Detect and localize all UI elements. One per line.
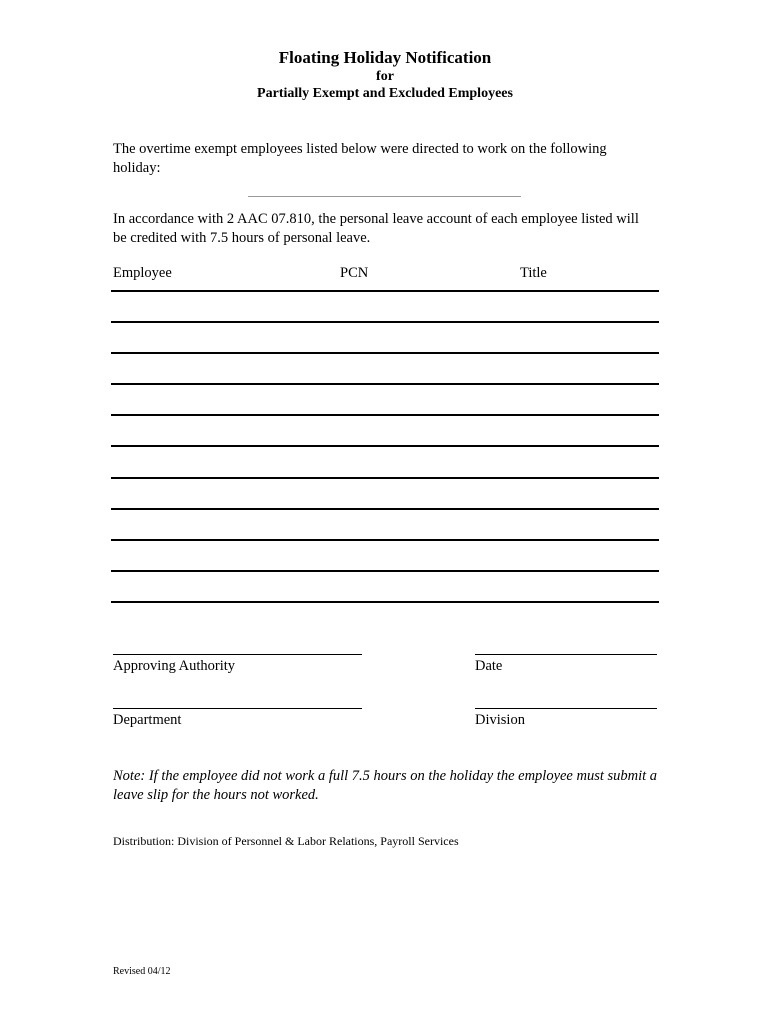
table-row[interactable] bbox=[111, 445, 659, 447]
table-row[interactable] bbox=[111, 321, 659, 323]
table-row[interactable] bbox=[111, 539, 659, 541]
department-label: Department bbox=[113, 712, 182, 728]
column-header-title: Title bbox=[520, 265, 547, 281]
note-paragraph: Note: If the employee did not work a full 7.5 hours on the holiday the employee must submit a leave slip for the hours not worked. bbox=[113, 768, 658, 803]
intro-paragraph: The overtime exempt employees listed below were directed to work on the following holiday: bbox=[113, 141, 607, 176]
table-row[interactable] bbox=[111, 290, 659, 292]
table-row[interactable] bbox=[111, 383, 659, 385]
table-row[interactable] bbox=[111, 352, 659, 354]
date-field[interactable] bbox=[475, 654, 657, 655]
table-row[interactable] bbox=[111, 477, 659, 479]
column-header-employee: Employee bbox=[113, 265, 172, 281]
column-header-pcn: PCN bbox=[340, 265, 369, 281]
form-subtitle-for: for bbox=[376, 69, 394, 84]
table-row[interactable] bbox=[111, 508, 659, 510]
approving-authority-field[interactable] bbox=[113, 654, 362, 655]
revised-date: Revised 04/12 bbox=[113, 966, 171, 977]
policy-paragraph: In accordance with 2 AAC 07.810, the personal leave account of each employee listed will be credited with 7.5 hours of personal leave. bbox=[113, 211, 639, 246]
table-row[interactable] bbox=[111, 570, 659, 572]
table-row[interactable] bbox=[111, 414, 659, 416]
division-label: Division bbox=[475, 712, 525, 728]
form-title: Floating Holiday Notification bbox=[278, 48, 492, 67]
holiday-date-field[interactable] bbox=[248, 196, 521, 197]
division-field[interactable] bbox=[475, 708, 657, 709]
department-field[interactable] bbox=[113, 708, 362, 709]
approving-authority-label: Approving Authority bbox=[113, 658, 236, 674]
form-subtitle: Partially Exempt and Excluded Employees bbox=[257, 86, 513, 101]
table-row[interactable] bbox=[111, 601, 659, 603]
distribution-text: Distribution: Division of Personnel & Labor Relations, Payroll Services bbox=[113, 834, 459, 848]
date-label: Date bbox=[475, 658, 503, 674]
